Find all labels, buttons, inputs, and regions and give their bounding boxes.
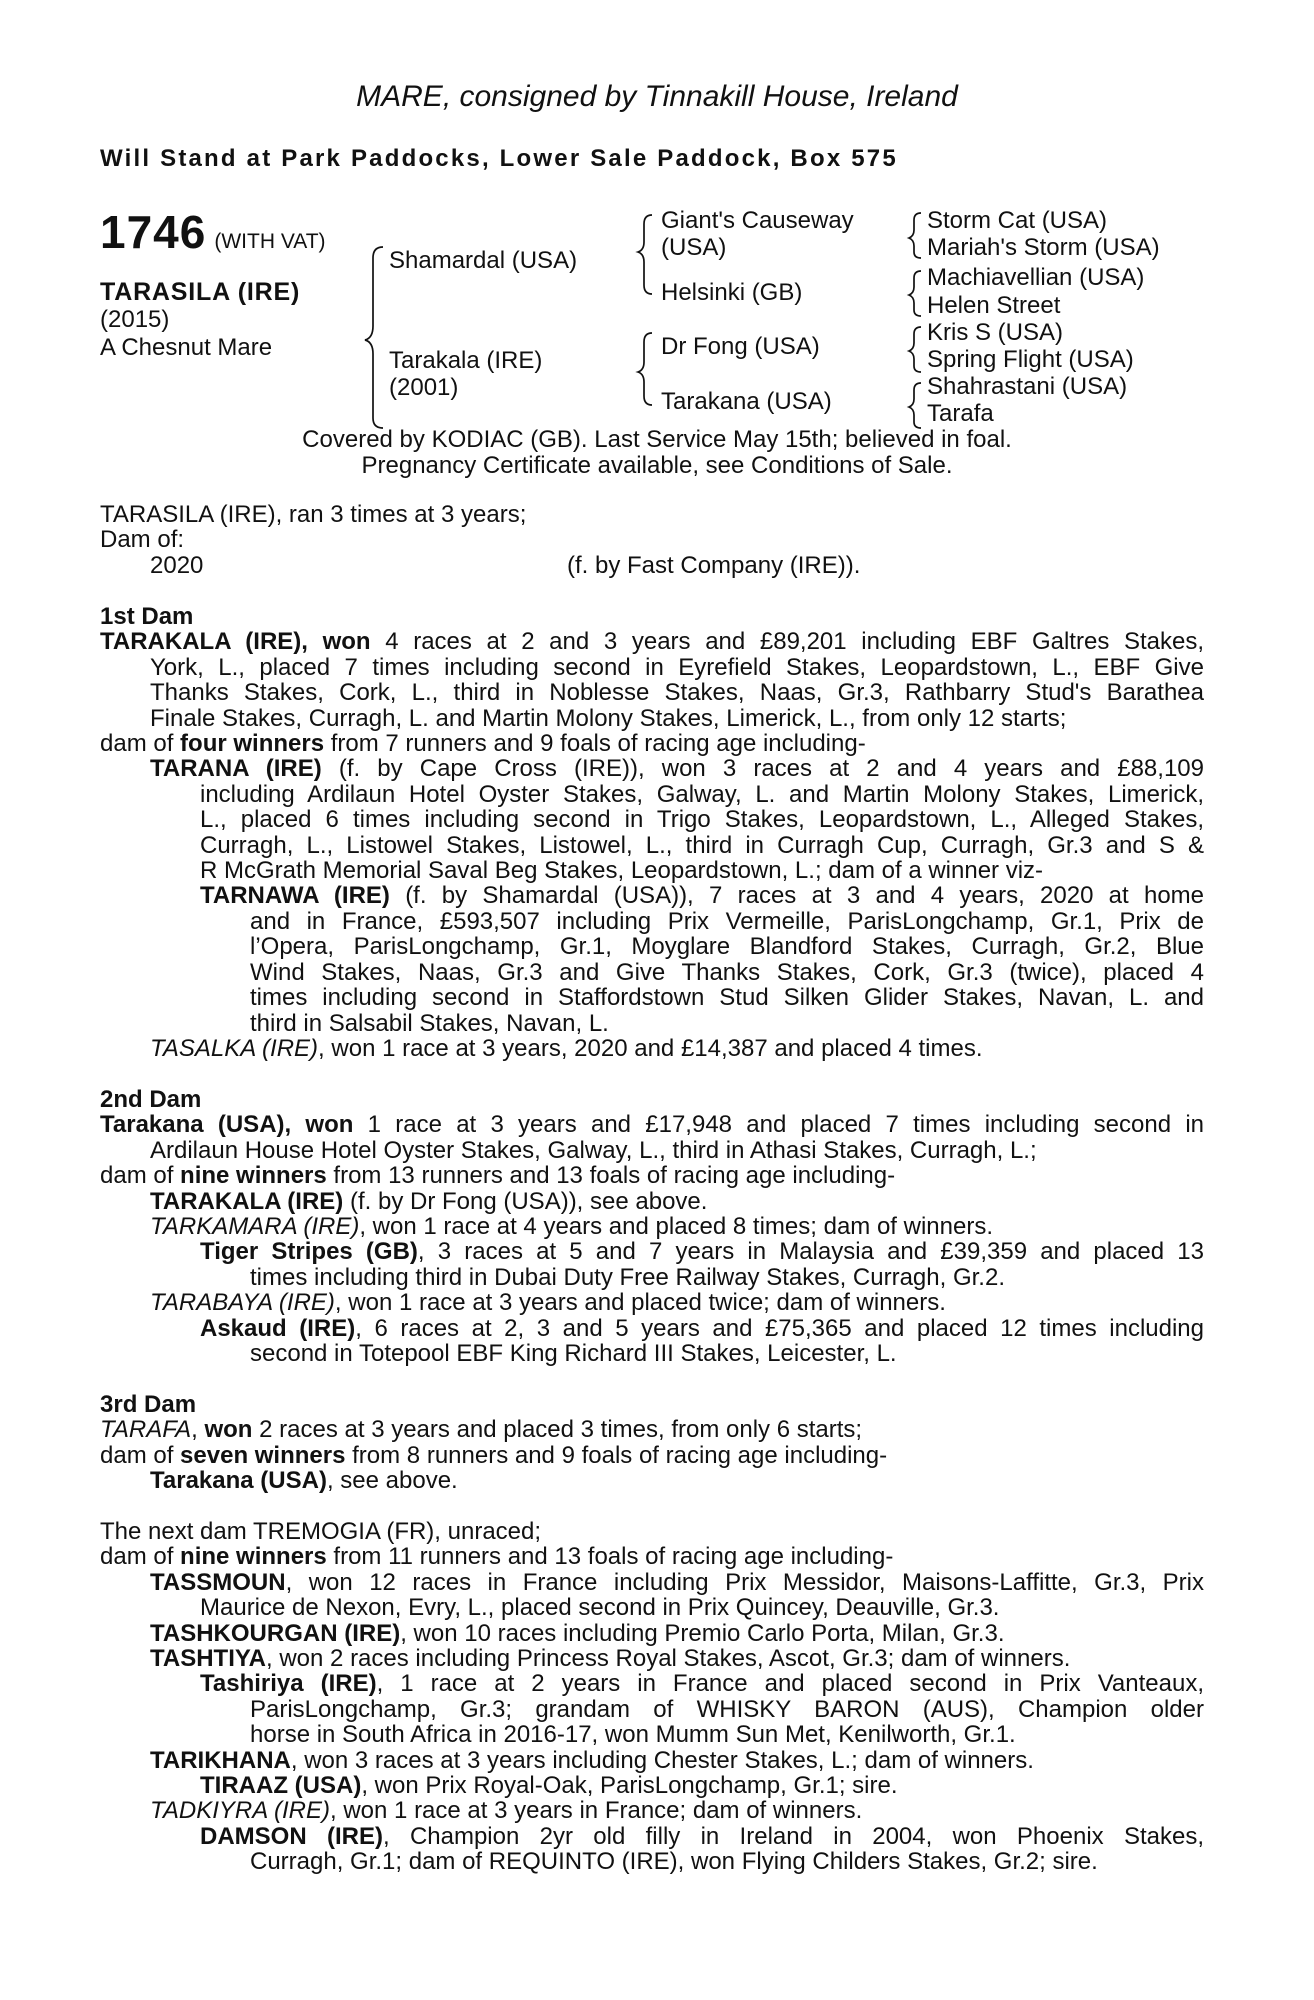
horse-year: (2015): [100, 306, 170, 333]
produce-name: TARAKALA (IRE): [150, 1187, 344, 1215]
produce-text: , won 1 race at 3 years in France; dam of winners.: [330, 1797, 863, 1825]
produce-name: TARABAYA (IRE): [150, 1289, 335, 1317]
produce-name: TASHKOURGAN (IRE): [150, 1619, 401, 1647]
pedigree-dam-name: Tarakala (IRE): [389, 347, 543, 374]
second-dam-section: [100, 1087, 1204, 1366]
lot-header: [100, 205, 326, 259]
produce-entry-line: Wind Stakes, Naas, Gr.3 and Give Thanks Stakes, Cork, Gr.3 (twice), placed 4: [250, 958, 1204, 986]
produce-text: , won 1 race at 4 years and placed 8 times; dam of winners.: [359, 1213, 993, 1241]
third-dam-section: [100, 1392, 1204, 1494]
produce-name: TARIKHANA: [150, 1746, 291, 1774]
pedigree-sire-dam: Helsinki (GB): [661, 279, 803, 306]
summary-text: dam of: [100, 1543, 181, 1571]
pedigree-g3-1: Storm Cat (USA): [927, 207, 1108, 234]
second-dam-title: 2nd Dam: [100, 1086, 202, 1113]
produce-name: TARKAMARA (IRE): [150, 1213, 360, 1241]
second-dam-text: 1 race at 3 years and £17,948 and placed 7 times including second in: [353, 1111, 1204, 1139]
pedigree-dam-dam: Tarakana (USA): [661, 388, 832, 415]
first-dam-line: [100, 629, 1204, 654]
third-dam-text: 2 races at 3 years and placed 3 times, from only 6 starts;: [252, 1416, 863, 1444]
produce-text: , won 2 races including Princess Royal Stakes, Ascot, Gr.3; dam of winners.: [266, 1645, 1071, 1673]
pedigree-g3-7: Shahrastani (USA): [927, 373, 1128, 400]
pedigree-g3-4: Helen Street: [927, 292, 1061, 319]
summary-text: from 11 runners and 13 foals of racing age including-: [326, 1543, 894, 1571]
produce-text: , won 1 race at 3 years and placed twice; dam of winners.: [334, 1289, 946, 1317]
pedigree-dam: [389, 347, 542, 401]
first-dam-name: TARAKALA (IRE), won: [100, 628, 371, 656]
next-dam-section: [100, 1519, 1204, 1875]
produce-record: [100, 502, 1204, 578]
third-dam-produce-summary: [100, 1443, 1204, 1468]
produce-entry-line: including Ardilaun Hotel Oyster Stakes, Galway, L. and Martin Molony Stakes, Limerick,: [200, 780, 1204, 808]
pedigree-g3-8: Tarafa: [927, 400, 994, 427]
produce-entry-line: second in Totepool EBF King Richard III Stakes, Leicester, L.: [250, 1340, 897, 1368]
pedigree-g3-3: Machiavellian (USA): [927, 264, 1145, 291]
third-dam-line: TARAFA, won 2 races at 3 years and placed 3 times, from only 6 starts;: [100, 1416, 863, 1444]
pedigree-sire-sire-line1: Giant's Causeway: [661, 207, 854, 234]
pedigree-g3-6: Spring Flight (USA): [927, 346, 1134, 373]
summary-text: dam of: [100, 730, 181, 758]
produce-text: , Champion 2yr old filly in Ireland in 2004, won Phoenix Stakes,: [382, 1822, 1204, 1850]
pedigree-g3-2: Mariah's Storm (USA): [927, 234, 1160, 261]
produce-text: (f. by Cape Cross (IRE)), won 3 races at 2 and 4 years and £88,109: [321, 755, 1204, 783]
next-dam-line: The next dam TREMOGIA (FR), unraced;: [100, 1518, 542, 1545]
produce-name: Askaud (IRE): [200, 1314, 356, 1342]
first-dam-line: York, L., placed 7 times including second in Eyrefield Stakes, Leopardstown, L., EBF Give: [150, 653, 1204, 681]
dam-of-label: Dam of:: [100, 526, 185, 554]
produce-name: TASALKA (IRE): [150, 1034, 319, 1062]
lot-number: 1746: [100, 206, 207, 258]
first-dam-line: Thanks Stakes, Cork, L., third in Noblesse Stakes, Naas, Gr.3, Rathbarry Stud's Barathea: [150, 679, 1204, 707]
produce-name: Tiger Stripes (GB): [200, 1238, 418, 1266]
produce-name: Tashiriya (IRE): [200, 1670, 377, 1698]
produce-entry: [100, 883, 1204, 908]
summary-winners: seven winners: [180, 1441, 346, 1469]
produce-text: (f. by Shamardal (USA)), 7 races at 3 and 4 years, 2020 at home: [389, 882, 1205, 910]
produce-entry-line: Maurice de Nexon, Evry, L., placed second in Prix Quincey, Deauville, Gr.3.: [200, 1594, 1000, 1622]
produce-entry-line: horse in South Africa in 2016-17, won Mumm Sun Met, Kenilworth, Gr.1.: [250, 1721, 1016, 1749]
produce-entry: [100, 1214, 1204, 1239]
produce-text: , won 10 races including Premio Carlo Porta, Milan, Gr.3.: [400, 1619, 1005, 1647]
produce-entry: [100, 1468, 1204, 1493]
produce-name: DAMSON (IRE): [200, 1822, 383, 1850]
summary-winners: four winners: [180, 730, 325, 758]
produce-entry: [100, 1646, 1204, 1671]
stand-location: Will Stand at Park Paddocks, Lower Sale Paddock, Box 575: [100, 145, 898, 172]
pedigree-sire: Shamardal (USA): [389, 247, 578, 274]
page-title: MARE, consigned by Tinnakill House, Ireland: [356, 80, 958, 113]
produce-entry-line: times including second in Staffordstown Stud Silken Glider Stakes, Navan, L. and: [250, 984, 1204, 1012]
pedigree-dam-sire: Dr Fong (USA): [661, 333, 820, 360]
produce-entry-line: ParisLongchamp, Gr.3; grandam of WHISKY BARON (AUS), Champion older: [250, 1695, 1204, 1723]
produce-name: TIRAAZ (USA): [200, 1772, 362, 1800]
summary-text: dam of: [100, 1162, 181, 1190]
next-dam-produce-summary: [100, 1544, 1204, 1569]
produce-text: , 3 races at 5 and 7 years in Malaysia and £39,359 and placed 13: [417, 1238, 1204, 1266]
produce-entry-line: R McGrath Memorial Saval Beg Stakes, Leopardstown, L.; dam of a winner viz-: [200, 857, 1044, 885]
produce-entry: [100, 1316, 1204, 1341]
produce-text: , 1 race at 2 years in France and placed second in Prix Vanteaux,: [376, 1670, 1205, 1698]
produce-entry: [100, 1189, 1204, 1214]
produce-detail: (f. by Fast Company (IRE)).: [567, 551, 861, 579]
produce-entry-line: times including third in Dubai Duty Free Railway Stakes, Curragh, Gr.2.: [250, 1263, 1005, 1291]
produce-text: , see above.: [326, 1467, 458, 1495]
summary-text: from 13 runners and 13 foals of racing age including-: [326, 1162, 896, 1190]
produce-entry-line: and in France, £593,507 including Prix Vermeille, ParisLongchamp, Gr.1, Prix de: [250, 907, 1204, 935]
produce-text: , won 3 races at 3 years including Chester Stakes, L.; dam of winners.: [290, 1746, 1034, 1774]
produce-name: TASSMOUN: [150, 1568, 286, 1596]
produce-name: Tarakana (USA): [150, 1467, 327, 1495]
produce-text: , won 1 race at 3 years, 2020 and £14,387 and placed 4 times.: [318, 1034, 983, 1062]
produce-name: TADKIYRA (IRE): [150, 1797, 331, 1825]
third-dam-title: 3rd Dam: [100, 1391, 197, 1418]
third-dam-won: won: [204, 1416, 253, 1444]
produce-text: , 6 races at 2, 3 and 5 years and £75,365 and placed 12 times including: [355, 1314, 1205, 1342]
produce-name: TARANA (IRE): [150, 755, 322, 783]
horse-description: A Chesnut Mare: [100, 334, 273, 361]
second-dam-produce-summary: [100, 1163, 1204, 1188]
produce-text: (f. by Dr Fong (USA)), see above.: [343, 1187, 708, 1215]
summary-text: from 8 runners and 9 foals of racing age including-: [345, 1441, 888, 1469]
covered-line: Covered by KODIAC (GB). Last Service May 15th; believed in foal.: [302, 426, 1012, 453]
produce-text: , won 12 races in France including Prix Messidor, Maisons-Laffitte, Gr.3, Prix: [285, 1568, 1204, 1596]
first-dam-title: 1st Dam: [100, 603, 194, 630]
produce-entry-line: L., placed 6 times including second in Trigo Stakes, Leopardstown, L., Alleged Stakes,: [200, 806, 1204, 834]
horse-info: [100, 278, 300, 362]
third-dam-name: TARAFA: [100, 1416, 192, 1444]
produce-year: 2020: [150, 551, 204, 579]
pedigree-sire-sire-line2: (USA): [661, 234, 727, 261]
produce-entry: [100, 1036, 1204, 1061]
summary-text: dam of: [100, 1441, 181, 1469]
race-record: TARASILA (IRE), ran 3 times at 3 years;: [100, 501, 527, 528]
produce-entry: [100, 756, 1204, 781]
produce-entry: [100, 1773, 1204, 1798]
first-dam-section: [100, 604, 1204, 1061]
produce-entry: [100, 1239, 1204, 1264]
produce-entry: [100, 1824, 1204, 1849]
produce-text: , won Prix Royal-Oak, ParisLongchamp, Gr.1; sire.: [361, 1772, 898, 1800]
horse-name: TARASILA (IRE): [100, 278, 301, 306]
first-dam-produce-summary: [100, 731, 1204, 756]
produce-entry: [100, 1290, 1204, 1315]
produce-entry: [100, 1621, 1204, 1646]
second-dam-line: [100, 1112, 1204, 1137]
summary-winners: nine winners: [180, 1162, 327, 1190]
summary-text: from 7 runners and 9 foals of racing age including-: [324, 730, 866, 758]
produce-row: [100, 553, 1204, 578]
second-dam-name: Tarakana (USA), won: [100, 1111, 354, 1139]
produce-entry-line: l’Opera, ParisLongchamp, Gr.1, Moyglare Blandford Stakes, Curragh, Gr.2, Blue: [250, 933, 1204, 961]
produce-entry: [100, 1671, 1204, 1696]
summary-winners: nine winners: [180, 1543, 327, 1571]
pedigree-dam-year: (2001): [389, 374, 459, 401]
produce-entry-line: Curragh, Gr.1; dam of REQUINTO (IRE), won Flying Childers Stakes, Gr.2; sire.: [250, 1848, 1098, 1876]
pregnancy-line: Pregnancy Certificate available, see Conditions of Sale.: [361, 452, 953, 479]
produce-name: TASHTIYA: [150, 1645, 267, 1673]
first-dam-text: 4 races at 2 and 3 years and £89,201 including EBF Galtres Stakes,: [370, 628, 1205, 656]
lot-vat: (WITH VAT): [214, 230, 326, 253]
produce-name: TARNAWA (IRE): [200, 882, 390, 910]
pedigree-sire-sire: [661, 207, 854, 261]
produce-entry-line: Curragh, L., Listowel Stakes, Listowel, L., third in Curragh Cup, Curragh, Gr.3 and S &: [200, 831, 1204, 859]
pedigree-g3-5: Kris S (USA): [927, 319, 1064, 346]
produce-entry: [100, 1570, 1204, 1595]
first-dam-line: Finale Stakes, Curragh, L. and Martin Molony Stakes, Limerick, L., from only 12 starts;: [150, 704, 1067, 732]
produce-entry: [100, 1798, 1204, 1823]
second-dam-line: Ardilaun House Hotel Oyster Stakes, Galway, L., third in Athasi Stakes, Curragh, L.;: [150, 1136, 1037, 1164]
produce-entry-line: third in Salsabil Stakes, Navan, L.: [250, 1009, 609, 1037]
produce-entry: [100, 1748, 1204, 1773]
